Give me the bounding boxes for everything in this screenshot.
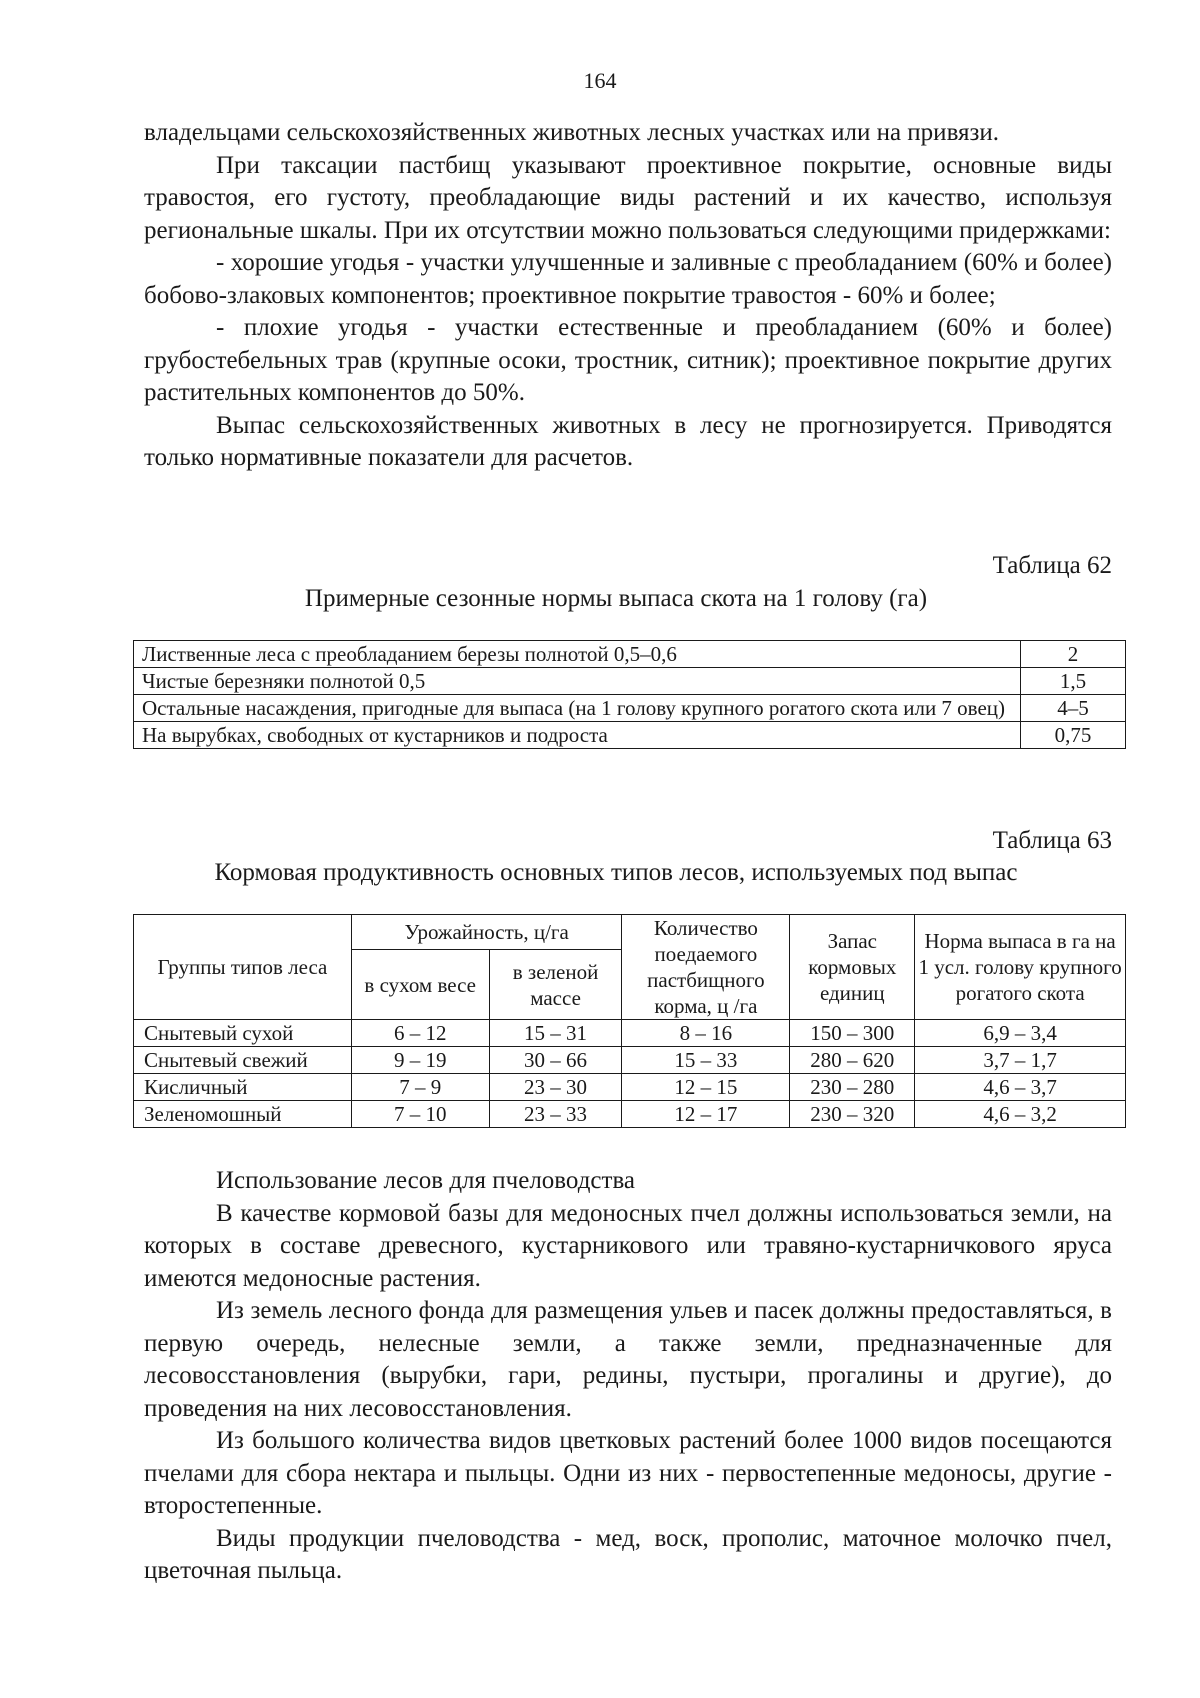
- table-cell: 4–5: [1021, 695, 1126, 722]
- header-units: Запас кормовых единиц: [790, 915, 915, 1020]
- table-cell: Снытевый свежий: [134, 1047, 352, 1074]
- table-row: [134, 1074, 1126, 1101]
- taxation-paragraph: При таксации пастбищ указывают проективное покрытие, основные виды травостоя, его густоту, преобладающие виды растений и их качество, используя региональные шкалы. При их отсутствии можно пользоваться следующими придержками:: [144, 151, 1112, 244]
- table-cell: 7 – 10: [351, 1101, 489, 1128]
- page-number: 164: [583, 68, 617, 93]
- table-cell: 6,9 – 3,4: [915, 1020, 1126, 1047]
- intro-text: [144, 117, 1112, 475]
- table-row: [134, 1020, 1126, 1047]
- beekeeping-section: [144, 1165, 1112, 1588]
- table-62-label: Таблица 62: [992, 552, 1112, 579]
- table-row: [134, 668, 1126, 695]
- table-63-title: Кормовая продуктивность основных типов лесов, используемых под выпас: [214, 859, 1018, 886]
- good-lands-item: - хорошие угодья - участки улучшенные и заливные с преобладанием (60% и более) бобово-злаковых компонентов; проективное покрытие травостоя - 60% и более;: [144, 249, 1112, 309]
- table-cell: 23 – 33: [489, 1101, 622, 1128]
- table-row: [134, 1101, 1126, 1128]
- table-row: [134, 1047, 1126, 1074]
- table-cell: 3,7 – 1,7: [915, 1047, 1126, 1074]
- table-cell: 2: [1021, 641, 1126, 668]
- beekeeping-paragraph-2: Из земель лесного фонда для размещения ульев и пасек должны предоставляться, в первую очередь, нелесные земли, а также земли, предназначенные для лесовосстановления (вырубки, гари, редины, пустыри, прогалины и другие), до проведения на них лесовосстановления.: [144, 1297, 1112, 1422]
- table-cell: 8 – 16: [622, 1020, 790, 1047]
- table-cell: 230 – 280: [790, 1074, 915, 1101]
- table-cell: 1,5: [1021, 668, 1126, 695]
- table-cell: 4,6 – 3,2: [915, 1101, 1126, 1128]
- section-heading: Использование лесов для пчеловодства: [216, 1167, 636, 1194]
- table-cell: Снытевый сухой: [134, 1020, 352, 1047]
- header-group: Группы типов леса: [134, 915, 352, 1020]
- header-eaten: Количество поедаемого пастбищного корма, ц /га: [622, 915, 790, 1020]
- table-cell: 4,6 – 3,7: [915, 1074, 1126, 1101]
- header-green: в зеленой массе: [489, 950, 622, 1020]
- table-cell: 6 – 12: [351, 1020, 489, 1047]
- table-cell: Кисличный: [134, 1074, 352, 1101]
- table-cell: 150 – 300: [790, 1020, 915, 1047]
- beekeeping-paragraph-1: В качестве кормовой базы для медоносных пчел должны использоваться земли, на которых в составе древесного, кустарникового или травяно-кустарничкового яруса имеются медоносные растения.: [144, 1199, 1112, 1292]
- table-cell: Лиственные леса с преобладанием березы полнотой 0,5–0,6: [134, 641, 1021, 668]
- table-62: [133, 640, 1126, 749]
- table-63-label: Таблица 63: [992, 827, 1112, 854]
- table-cell: На вырубках, свободных от кустарников и подроста: [134, 722, 1021, 749]
- table-cell: 9 – 19: [351, 1047, 489, 1074]
- table-cell: Чистые березняки полнотой 0,5: [134, 668, 1021, 695]
- header-dry: в сухом весе: [351, 950, 489, 1020]
- table-cell: 12 – 17: [622, 1101, 790, 1128]
- table-cell: 15 – 33: [622, 1047, 790, 1074]
- table-header-row: [134, 915, 1126, 950]
- header-yield: Урожайность, ц/га: [351, 915, 622, 950]
- beekeeping-paragraph-3: Из большого количества видов цветковых растений более 1000 видов посещаются пчелами для сбора нектара и пыльцы. Одни из них - первостепенные медоносы, другие - второстепенные.: [144, 1427, 1112, 1519]
- table-63: [133, 914, 1126, 1128]
- table-cell: 280 – 620: [790, 1047, 915, 1074]
- beekeeping-paragraph-4: Виды продукции пчеловодства - мед, воск, прополис, маточное молочко пчел, цветочная пыльца.: [144, 1524, 1112, 1584]
- table-cell: 7 – 9: [351, 1074, 489, 1101]
- table-row: [134, 722, 1126, 749]
- table-cell: Зеленомошный: [134, 1101, 352, 1128]
- table-row: [134, 641, 1126, 668]
- header-norm: Норма выпаса в га на 1 усл. голову крупного рогатого скота: [915, 915, 1126, 1020]
- table-cell: Остальные насаждения, пригодные для выпаса (на 1 голову крупного рогатого скота или 7 овец): [134, 695, 1021, 722]
- table-cell: 23 – 30: [489, 1074, 622, 1101]
- table-cell: 12 – 15: [622, 1074, 790, 1101]
- bad-lands-item: - плохие угодья - участки естественные и преобладанием (60% и более) грубостебельных трав (крупные осоки, тростник, ситник); проективное покрытие других растительных компонентов до 50%.: [144, 314, 1112, 406]
- forecast-paragraph: Выпас сельскохозяйственных животных в лесу не прогнозируется. Приводятся только нормативные показатели для расчетов.: [144, 411, 1112, 471]
- continuation-paragraph: владельцами сельскохозяйственных животных лесных участках или на привязи.: [144, 119, 1000, 146]
- table-62-title: Примерные сезонные нормы выпаса скота на 1 голову (га): [304, 585, 928, 612]
- table-cell: 30 – 66: [489, 1047, 622, 1074]
- table-cell: 230 – 320: [790, 1101, 915, 1128]
- table-cell: 15 – 31: [489, 1020, 622, 1047]
- table-cell: 0,75: [1021, 722, 1126, 749]
- table-row: [134, 695, 1126, 722]
